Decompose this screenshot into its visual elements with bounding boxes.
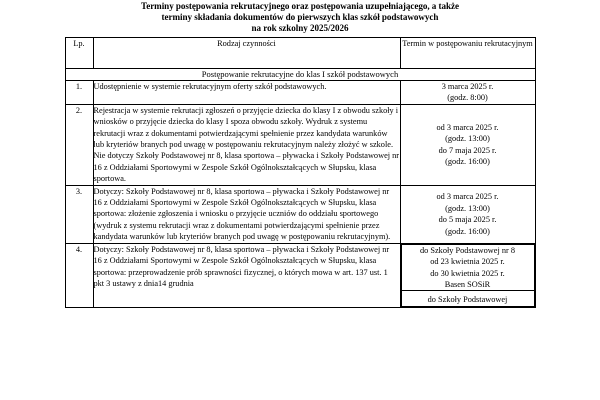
table-row [65, 104, 535, 185]
term-block-cell [401, 291, 534, 306]
row-number: 1. [65, 81, 93, 105]
column-header-lp: Lp. [65, 37, 93, 68]
term-line: od 23 kwietnia 2025 r. [430, 257, 505, 267]
term-block-primary [401, 244, 534, 291]
term-split-table [401, 244, 535, 307]
section-heading-row [65, 68, 535, 80]
row-term [400, 81, 535, 105]
row-term [400, 185, 535, 243]
term-line: (godz. 13:00) [445, 203, 490, 213]
page-title [65, 0, 535, 35]
table-row [65, 243, 535, 307]
row-activity: Dotyczy: Szkoły Podstawowej nr 8, klasa sportowa – pływacka i Szkoły Podstawowej nr 16 z Oddziałami Sportowymi w Zespole Szkół Ogólnokształcących w Słupsku, klasa sportowa: przeprowadzenie prób sprawności fizycznej, o których mowa w art. 137 ust. 1 pkt 3 ustawy z dnia14 grudnia [93, 243, 400, 307]
row-term [400, 243, 535, 307]
section-heading: Postępowanie rekrutacyjne do klas I szkół podstawowych [65, 68, 535, 80]
row-number: 3. [65, 185, 93, 243]
row-number: 2. [65, 104, 93, 185]
term-line: od 3 marca 2025 r. [436, 192, 499, 202]
term-line: do 30 kwietnia 2025 r. [430, 268, 505, 278]
column-header-activity: Rodzaj czynności [93, 37, 400, 68]
term-line: do 5 maja 2025 r. [438, 215, 497, 225]
term-line: do 7 maja 2025 r. [438, 145, 497, 155]
recruitment-schedule-table [65, 37, 536, 308]
table-row [65, 81, 535, 105]
term-line: Basen SOSiR [444, 279, 491, 289]
term-line: (godz. 8:00) [447, 93, 488, 103]
title-line-1: Terminy postępowania rekrutacyjnego oraz postępowania uzupełniającego, a także [141, 1, 459, 11]
term-line: 3 marca 2025 r. [441, 82, 494, 92]
term-line: do Szkoły Podstawowej nr 8 [420, 245, 515, 255]
row-number: 4. [65, 243, 93, 307]
table-row [65, 185, 535, 243]
column-header-term: Termin w postępowaniu rekrutacyjnym [400, 37, 535, 68]
row-activity: Udostępnienie w systemie rekrutacyjnym oferty szkół podstawowych. [93, 81, 400, 105]
term-line: do Szkoły Podstawowej [427, 295, 508, 305]
term-line: (godz. 16:00) [445, 226, 490, 236]
term-line: (godz. 13:00) [445, 134, 490, 144]
table-header-row [65, 37, 535, 68]
row-term [400, 104, 535, 185]
title-line-2: terminy składania dokumentów do pierwszych klas szkół podstawowych [161, 12, 439, 23]
row-activity: Rejestracja w systemie rekrutacji zgłoszeń o przyjęcie dziecka do klasy I z obwodu szkoły i wniosków o przyjęcie dziecka do klasy I spoza obwodu szkoły. Wydruk z systemu rekrutacji wraz z dokumentami potwierdzającymi spełnienie przez kandydata warunków lub kryteriów branych pod uwagę w postępowaniu rekrutacyjnym należy złożyć w szkole. Nie dotyczy Szkoły Podstawowej nr 8, klasa sportowa – pływacka i Szkoły Podstawowej nr 16 z Oddziałami Sportowymi w Zespole Szkół Ogólnokształcących w Słupsku, klasa sportowa. [93, 105, 400, 184]
term-line: od 3 marca 2025 r. [436, 122, 499, 132]
term-line: (godz. 16:00) [445, 157, 490, 167]
term-block-cell [401, 244, 534, 291]
title-line-3: na rok szkolny 2025/2026 [251, 23, 349, 34]
term-block-secondary [401, 291, 534, 306]
row-activity: Dotyczy: Szkoły Podstawowej nr 8, klasa sportowa – pływacka i Szkoły Podstawowej nr 16 z Oddziałami Sportowymi w Zespole Szkół Ogólnokształcących w Słupsku, klasa sportowa: złożenie zgłoszenia i wniosku o przyjęcie uczniów do oddziału sportowego (wydruk z systemu rekrutacji wraz z dokumentami potwierdzającymi spełnienie przez kandydata warunków lub kryteriów branych pod uwagę w postępowaniu rekrutacyjnym). [93, 185, 400, 243]
